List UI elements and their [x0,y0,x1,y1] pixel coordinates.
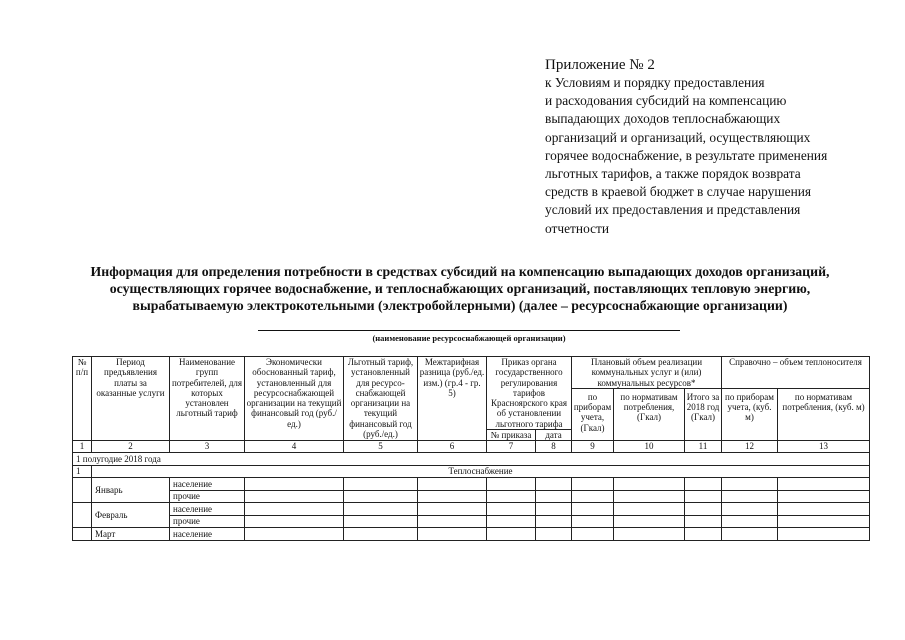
data-cell [572,490,614,503]
data-cell [536,503,572,516]
title-line: осуществляющих горячее водоснабжение, и теплоснабжающих организаций, поставляющих тепловую энергию, [109,281,811,296]
data-cell [344,503,418,516]
data-cell [487,478,536,491]
data-cell [245,478,344,491]
period-row: 1 полугодие 2018 года [73,453,870,466]
title-line: вырабатываемую электрокотельными (электробойлерными) (далее – ресурсоснабжающие организации) [132,298,788,313]
column-number: 11 [685,441,722,453]
data-cell [418,528,487,541]
data-cell [685,503,722,516]
blank-cell [73,478,92,503]
appendix-line: льготных тарифов, а также порядок возврата [545,166,801,182]
consumer-group-cell: прочие [170,515,245,528]
column-number: 13 [778,441,870,453]
column-number: 8 [536,441,572,453]
data-cell [572,528,614,541]
data-cell [614,515,685,528]
organization-name-caption: (наименование ресурсоснабжающей организации) [372,333,566,343]
data-cell [685,528,722,541]
header-order-date: дата [536,430,572,441]
appendix-line: средств в краевой бюджет в случае нарушения [545,184,812,200]
appendix-line: выпадающих доходов теплоснабжающих [545,111,781,127]
data-cell [344,478,418,491]
appendix-block [545,56,885,238]
header-preferential-tariff: Льготный тариф, установленный для ресурсо-снабжающей организации на текущий финансовый год (руб./ед.) [344,357,418,441]
data-cell [722,515,778,528]
month-march: Март [92,528,170,541]
header-tariff-difference: Межтарифная разница (руб./ед. изм.) (гр.4 - гр. 5) [418,357,487,441]
consumer-group-cell: население [170,528,245,541]
header-period: Период предъявления платы за оказанные услуги [92,357,170,441]
data-cell [685,515,722,528]
data-cell [778,503,870,516]
column-number: 9 [572,441,614,453]
header-order-number: № приказа [487,430,536,441]
header-plan-total: Итого за 2018 год (Гкал) [685,388,722,440]
document-title [60,263,860,314]
data-cell [487,490,536,503]
service-name: Теплоснабжение [92,465,870,478]
header-consumer-group: Наименование групп потребителей, для которых установлен льготный тариф [170,357,245,441]
month-january: Январь [92,478,170,503]
data-cell [614,490,685,503]
header-plan-by-meter: по приборам учета, (Гкал) [572,388,614,440]
data-cell [344,515,418,528]
header-number: № п/п [73,357,92,441]
data-cell [778,490,870,503]
appendix-line: и расходования субсидий на компенсацию [545,93,787,109]
blank-cell [73,503,92,528]
data-cell [245,528,344,541]
header-ref-by-meter: по приборам учета, (куб. м) [722,388,778,440]
column-number: 4 [245,441,344,453]
header-plan-by-norm: по нормативам потребления, (Гкал) [614,388,685,440]
data-cell [245,490,344,503]
data-cell [536,528,572,541]
header-planned-volume: Плановый объем реализации коммунальных услуг и (или) коммунальных ресурсов* [572,357,722,389]
blank-cell [73,528,92,541]
column-number: 7 [487,441,536,453]
data-cell [245,515,344,528]
data-cell [685,478,722,491]
data-cell [344,490,418,503]
consumer-group-cell: прочие [170,490,245,503]
data-cell [536,490,572,503]
data-cell [778,478,870,491]
header-reference-volume: Справочно – объем теплоносителя [722,357,870,389]
data-cell [418,503,487,516]
data-cell [778,528,870,541]
data-cell [418,490,487,503]
consumer-group-cell: население [170,478,245,491]
column-number: 2 [92,441,170,453]
data-cell [722,503,778,516]
column-number: 1 [73,441,92,453]
data-cell [344,528,418,541]
header-regulator-order: Приказ органа государственного регулирования тарифов Красноярского края об установлении льготного тарифа [487,357,572,430]
data-cell [418,515,487,528]
row-index: 1 [73,465,92,478]
data-cell [614,503,685,516]
data-cell [536,515,572,528]
appendix-line: отчетности [545,220,610,236]
data-cell [487,503,536,516]
data-cell [614,478,685,491]
column-number: 10 [614,441,685,453]
column-number: 6 [418,441,487,453]
appendix-line: организаций и организаций, осуществляющих [545,129,811,145]
organization-name-line [258,330,680,331]
data-cell [722,478,778,491]
data-cell [487,515,536,528]
data-cell [722,490,778,503]
column-number: 5 [344,441,418,453]
data-cell [614,528,685,541]
appendix-line: к Условиям и порядку предоставления [545,75,765,90]
column-number: 12 [722,441,778,453]
subsidy-table [72,356,870,541]
title-line: Информация для определения потребности в средствах субсидий на компенсацию выпадающих доходов организаций, [90,264,830,279]
data-cell [245,503,344,516]
header-economic-tariff: Экономически обоснованный тариф, установленный для ресурсоснабжающей организации на текущий финансовый год (руб./ед.) [245,357,344,441]
data-cell [572,515,614,528]
appendix-number: Приложение № 2 [545,57,655,73]
consumer-group-cell: население [170,503,245,516]
data-cell [778,515,870,528]
header-ref-by-norm: по нормативам потребления, (куб. м) [778,388,870,440]
column-number: 3 [170,441,245,453]
data-cell [572,503,614,516]
appendix-line: горячее водоснабжение, в результате применения [545,147,828,163]
data-cell [722,528,778,541]
month-february: Февраль [92,503,170,528]
appendix-line: условий их предоставления и представления [545,202,801,218]
data-cell [536,478,572,491]
data-cell [418,478,487,491]
data-cell [685,490,722,503]
data-cell [487,528,536,541]
data-cell [572,478,614,491]
